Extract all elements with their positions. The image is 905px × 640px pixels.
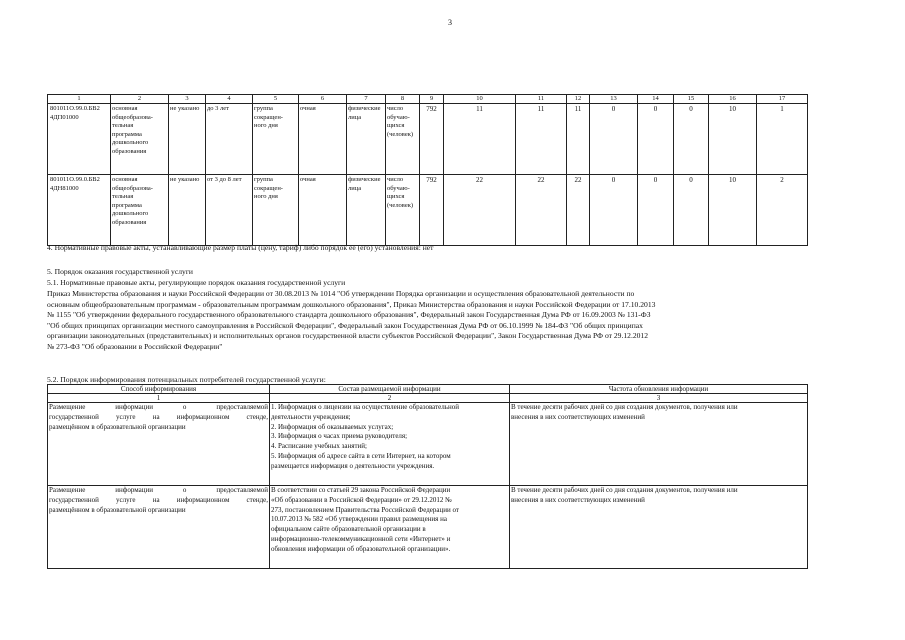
cell-line: лица: [348, 113, 362, 121]
cell-line: до 3 лет: [207, 105, 230, 112]
frequency-line: В течение десяти рабочих дней со дня создания документов, получения или: [511, 486, 738, 494]
value-c11: 22: [516, 175, 567, 246]
content-line: 4. Расписание учебных занятий;: [271, 442, 367, 451]
cell-line: физические: [348, 176, 381, 183]
content-line: 1. Информация о лицензии на осуществление образовательной: [271, 403, 459, 411]
cell-line: сокращен-: [254, 184, 283, 192]
cell-c8: [386, 104, 420, 175]
content-line: «Об образовании в Российской Федерации» от 29.12.2012 №: [271, 495, 452, 504]
header-method: Способ информирования: [48, 385, 270, 394]
information-table-header: [48, 385, 808, 394]
section-5-1-line: основным общеобразовательным программам - образовательным программам дошкольного образования", Приказ Министерства образования и науки Российской Федерации от 17.10.2013: [47, 299, 656, 309]
program-line: основная: [112, 105, 138, 112]
cell-line: сокращен-: [254, 113, 283, 121]
program-line: образования: [112, 147, 147, 155]
value-c15: 0: [674, 175, 709, 246]
column-number: 9: [420, 95, 444, 104]
value-c13: 0: [590, 104, 638, 175]
column-number: 11: [516, 95, 567, 104]
registry-code-cell: [48, 175, 111, 246]
column-number: 15: [674, 95, 709, 104]
header-frequency: Частота обновления информации: [510, 385, 808, 394]
value-c14: 0: [638, 104, 674, 175]
column-number: 6: [299, 95, 347, 104]
cell-line: ного дня: [254, 193, 278, 201]
program-line: дошкольного: [112, 210, 149, 218]
column-number: 13: [590, 95, 638, 104]
section-5-1-line: № 1155 "Об утверждении федерального государственного образовательного стандарта дошкольного образования", Федеральный закон Государственная Дума РФ от 16.09.2003 № 131-ФЗ: [47, 310, 651, 320]
section-5-1-line: Приказ Министерства образования и науки Российской Федерации от 30.08.2013 № 1014 "Об утверждении Порядка организации и осуществления образовательной деятельности по: [47, 289, 635, 298]
value-c17: 1: [757, 104, 808, 175]
section-5-2-title: 5.2. Порядок информирования потенциальных потребителей государственной услуги:: [47, 375, 326, 384]
cell-line: число: [387, 176, 404, 183]
registry-code-line: 801011О.99.0.БВ2: [50, 105, 100, 112]
content-line: официальном сайте образовательной организации в: [271, 525, 426, 534]
method-line: государственной услуге на информационном стенде,: [49, 495, 268, 504]
program-line: тельная: [112, 122, 134, 130]
number-2: 2: [270, 394, 510, 403]
value-c14: 0: [638, 175, 674, 246]
cell-line: очная: [300, 105, 316, 112]
method-cell: [48, 403, 270, 486]
column-number: 14: [638, 95, 674, 104]
program-line: программа: [112, 130, 142, 138]
cell-line: группа: [254, 176, 273, 183]
cell-c5: [253, 175, 299, 246]
program-line: дошкольного: [112, 139, 149, 147]
value-c10: 22: [444, 175, 516, 246]
indicator-row: [48, 104, 808, 175]
value-c17: 2: [757, 175, 808, 246]
registry-code-line: 4ДН81000: [50, 184, 79, 192]
value-c16: 10: [709, 175, 757, 246]
frequency-line: внесения в них соответствующих изменений: [511, 412, 645, 421]
column-number: 16: [709, 95, 757, 104]
registry-code-line: 4ДП01000: [50, 113, 79, 121]
column-number: 17: [757, 95, 808, 104]
value-c12: 11: [567, 104, 590, 175]
section-5-1-title: 5.1. Нормативные правовые акты, регулирующие порядок оказания государственной услуги: [47, 278, 346, 287]
cell-c3: [169, 104, 206, 175]
method-cell: [48, 486, 270, 569]
indicator-row: [48, 175, 808, 246]
number-1: 1: [48, 394, 270, 403]
method-line: государственной услуге на информационном стенде,: [49, 412, 268, 421]
section-5-1-line: № 273-ФЗ "Об образовании в Российской Федерации": [47, 342, 223, 351]
column-number: 5: [253, 95, 299, 104]
frequency-cell: [510, 486, 808, 569]
cell-line: (человек): [387, 201, 414, 209]
content-cell: [270, 486, 510, 569]
cell-c7: [347, 104, 386, 175]
content-line: информационно-телекоммуникационной сети «Интернет» и: [271, 534, 451, 543]
value-c10: 11: [444, 104, 516, 175]
content-line: 5. Информация об адресе сайта в сети Интернет, на котором: [271, 451, 451, 460]
frequency-cell: [510, 403, 808, 486]
frequency-line: В течение десяти рабочих дней со дня создания документов, получения или: [511, 403, 738, 411]
content-line: 10.07.2013 № 582 «Об утверждении правил размещения на: [271, 515, 447, 524]
column-number: 3: [169, 95, 206, 104]
cell-line: щихся: [387, 122, 405, 130]
value-c12: 22: [567, 175, 590, 246]
value-c15: 0: [674, 104, 709, 175]
cell-line: не указано: [170, 105, 200, 112]
cell-c3: [169, 175, 206, 246]
cell-line: группа: [254, 105, 273, 112]
program-cell: [111, 175, 169, 246]
information-table: [47, 384, 808, 569]
program-line: общеобразова-: [112, 184, 153, 192]
content-line: деятельности учреждения;: [271, 412, 351, 421]
cell-c5: [253, 104, 299, 175]
cell-line: физические: [348, 105, 381, 112]
content-cell: [270, 403, 510, 486]
section-4-text: 4. Нормативные правовые акты, устанавливающие размер платы (цену, тариф) либо порядок ее (его) установления: нет: [47, 243, 434, 252]
cell-c6: [299, 175, 347, 246]
program-line: общеобразова-: [112, 113, 153, 121]
value-c11: 11: [516, 104, 567, 175]
method-line: размещённом в образовательной организации: [49, 422, 186, 431]
cell-line: обучаю-: [387, 113, 410, 121]
indicators-table: [47, 94, 808, 246]
cell-c8: [386, 175, 420, 246]
header-content: Состав размещаемой информации: [270, 385, 510, 394]
value-c13: 0: [590, 175, 638, 246]
information-row: [48, 403, 808, 486]
cell-c7: [347, 175, 386, 246]
cell-c4: [206, 104, 253, 175]
column-number-row: [48, 95, 808, 104]
cell-line: не указано: [170, 176, 200, 183]
column-number: 2: [111, 95, 169, 104]
value-c9: 792: [420, 104, 444, 175]
method-line: Размещение информации о предоставляемой: [49, 403, 268, 411]
cell-line: обучаю-: [387, 184, 410, 192]
cell-c6: [299, 104, 347, 175]
registry-code-line: 801011О.99.0.БВ2: [50, 176, 100, 183]
information-row: [48, 486, 808, 569]
program-line: образования: [112, 218, 147, 226]
number-3: 3: [510, 394, 808, 403]
column-number: 7: [347, 95, 386, 104]
content-line: обновления информации об образовательной организации».: [271, 544, 451, 553]
registry-code-cell: [48, 104, 111, 175]
cell-line: очная: [300, 176, 316, 183]
cell-line: (человек): [387, 130, 414, 138]
section-5-1-line: "Об общих принципах организации местного самоуправления в Российской Федерации", Федеральный закон Государственная Дума РФ от 06.10.1999 № 184-ФЗ "Об общих принципах: [47, 320, 643, 330]
frequency-line: внесения в них соответствующих изменений: [511, 495, 645, 504]
value-c9: 792: [420, 175, 444, 246]
content-line: 273, постановлением Правительства Российской Федерации от: [271, 505, 459, 514]
cell-line: щихся: [387, 193, 405, 201]
program-line: основная: [112, 176, 138, 183]
column-number: 4: [206, 95, 253, 104]
section-5-title: 5. Порядок оказания государственной услуги: [47, 267, 193, 276]
section-5-1-line: организации законодательных (представительных) и исполнительных органов государственной власти субъектов Российской Федерации", Закон Государственная Дума РФ от 29.12.2012: [47, 331, 649, 341]
cell-line: от 3 до 8 лет: [207, 176, 242, 183]
cell-line: число: [387, 105, 404, 112]
program-cell: [111, 104, 169, 175]
content-line: 3. Информация о часах приема руководителя;: [271, 432, 408, 441]
content-line: 2. Информация об оказываемых услугах;: [271, 422, 394, 431]
method-line: размещённом в образовательной организации: [49, 505, 186, 514]
value-c16: 10: [709, 104, 757, 175]
method-line: Размещение информации о предоставляемой: [49, 486, 268, 494]
content-line: размещается информация о деятельности учреждения.: [271, 461, 435, 470]
column-number: 10: [444, 95, 516, 104]
page-number: 3: [448, 18, 452, 27]
program-line: тельная: [112, 193, 134, 201]
column-number: 1: [48, 95, 111, 104]
program-line: программа: [112, 201, 142, 209]
column-number: 12: [567, 95, 590, 104]
information-table-numbers: [48, 394, 808, 403]
cell-line: лица: [348, 184, 362, 192]
column-number: 8: [386, 95, 420, 104]
content-line: В соответствии со статьей 29 закона Российской Федерации: [271, 486, 451, 494]
cell-c4: [206, 175, 253, 246]
cell-line: ного дня: [254, 122, 278, 130]
